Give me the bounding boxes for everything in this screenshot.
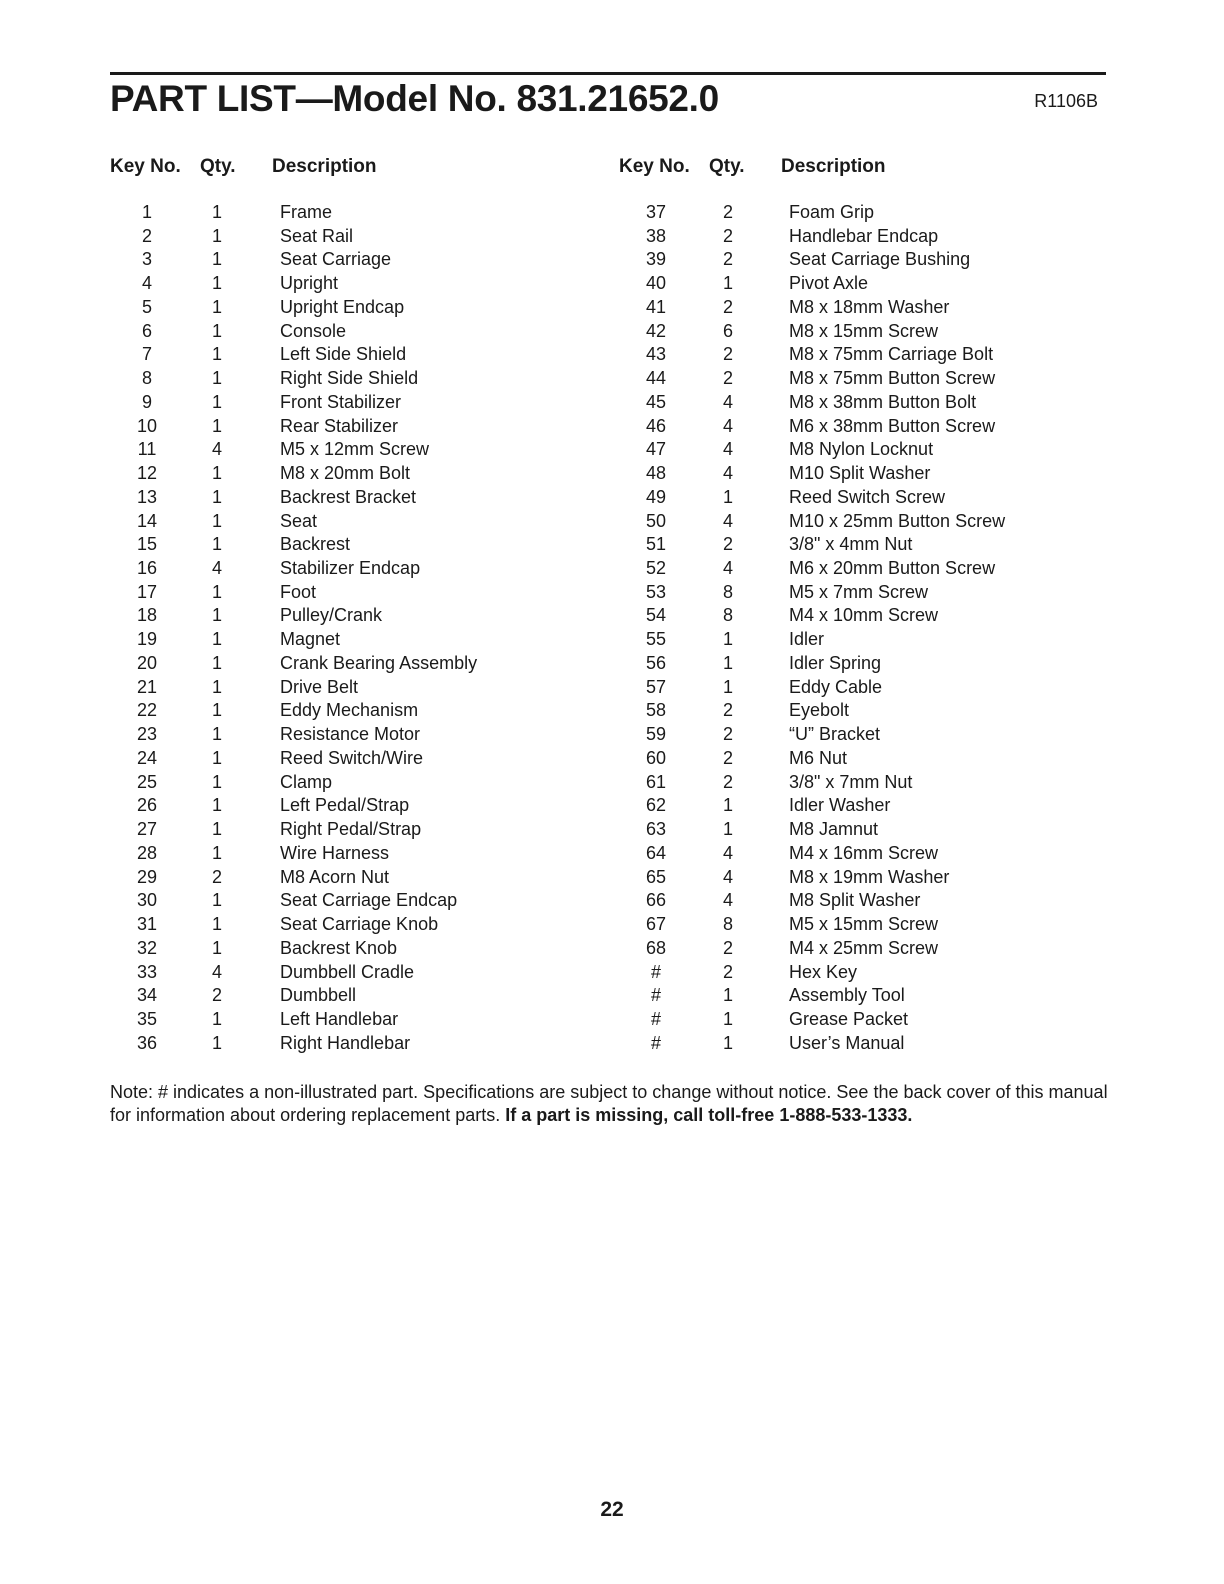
part-key-no: 34 — [136, 985, 158, 1006]
part-qty: 1 — [211, 914, 222, 935]
part-qty: 2 — [722, 249, 733, 270]
part-key-no: # — [650, 1008, 661, 1029]
part-description: M6 Nut — [789, 747, 848, 768]
part-description: Resistance Motor — [280, 724, 421, 745]
part-qty: 4 — [722, 510, 733, 531]
part-qty: 1 — [211, 890, 222, 911]
part-key-no: 38 — [645, 225, 667, 246]
part-key-no: 44 — [645, 368, 667, 389]
part-key-no: 43 — [645, 344, 667, 365]
part-description: Crank Bearing Assembly — [280, 652, 478, 673]
part-description: M6 x 38mm Button Screw — [789, 415, 996, 436]
part-qty: 1 — [722, 1032, 733, 1053]
part-qty: 4 — [722, 842, 733, 863]
part-qty: 2 — [722, 771, 733, 792]
qty-header: Qty. — [200, 156, 236, 177]
part-key-no: 56 — [645, 652, 667, 673]
part-qty: 1 — [211, 937, 222, 958]
part-description: M8 x 38mm Button Bolt — [789, 391, 977, 412]
part-qty: 8 — [722, 605, 733, 626]
page-title: PART LIST—Model No. 831.21652.0 — [110, 78, 719, 119]
part-qty: 1 — [211, 391, 222, 412]
part-key-no: 42 — [645, 320, 667, 341]
part-key-no: 12 — [136, 463, 158, 484]
part-key-no: 8 — [141, 368, 152, 389]
part-description: Hex Key — [789, 961, 858, 982]
part-description: Dumbbell Cradle — [280, 961, 415, 982]
part-description: M8 Nylon Locknut — [789, 439, 934, 460]
part-qty: 1 — [722, 795, 733, 816]
part-description: M8 Jamnut — [789, 819, 879, 840]
part-description: M5 x 7mm Screw — [789, 581, 929, 602]
part-key-no: 60 — [645, 747, 667, 768]
part-key-no: 16 — [136, 558, 158, 579]
part-key-no: 6 — [141, 320, 152, 341]
part-key-no: 46 — [645, 415, 667, 436]
part-qty: 1 — [211, 510, 222, 531]
part-qty: 4 — [722, 391, 733, 412]
part-key-no: 59 — [645, 724, 667, 745]
part-key-no: 7 — [141, 344, 152, 365]
part-qty: 2 — [722, 724, 733, 745]
part-qty: 2 — [722, 961, 733, 982]
part-qty: 4 — [722, 890, 733, 911]
part-qty: 1 — [211, 415, 222, 436]
part-description: Pivot Axle — [789, 273, 869, 294]
part-key-no: 15 — [136, 534, 158, 555]
part-qty: 1 — [211, 273, 222, 294]
part-description: Eyebolt — [789, 700, 850, 721]
part-qty: 1 — [211, 842, 222, 863]
footnote-text: Note: # indicates a non-illustrated part. Specifications are subject to change without notice. See the back cover of this manual for information about ordering replacement parts. — [110, 1082, 1108, 1125]
part-description: Backrest Bracket — [280, 486, 417, 507]
part-description: Right Pedal/Strap — [280, 819, 422, 840]
part-qty: 1 — [211, 202, 222, 222]
part-key-no: 40 — [645, 273, 667, 294]
part-description: Upright — [280, 273, 339, 294]
part-qty: 2 — [722, 534, 733, 555]
part-description: Seat — [280, 510, 318, 531]
part-key-no: 14 — [136, 510, 158, 531]
part-qty: 1 — [211, 629, 222, 650]
part-key-no: 45 — [645, 391, 667, 412]
part-key-no: 17 — [136, 581, 158, 602]
part-key-no: 64 — [645, 842, 667, 863]
part-description: “U” Bracket — [789, 724, 881, 745]
part-key-no: 20 — [136, 652, 158, 673]
part-key-no: 62 — [645, 795, 667, 816]
part-key-no: 13 — [136, 486, 158, 507]
part-description: M4 x 10mm Screw — [789, 605, 939, 626]
part-description: M10 Split Washer — [789, 463, 931, 484]
part-qty: 1 — [211, 652, 222, 673]
part-description: Reed Switch Screw — [789, 486, 946, 507]
part-qty: 1 — [211, 296, 222, 317]
part-key-no: 63 — [645, 819, 667, 840]
part-key-no: 11 — [137, 439, 157, 460]
part-qty: 4 — [722, 463, 733, 484]
part-key-no: 5 — [141, 296, 152, 317]
part-key-no: 57 — [645, 676, 667, 697]
part-description: M8 Acorn Nut — [280, 866, 390, 887]
part-key-no: 29 — [136, 866, 158, 887]
part-description: M8 x 20mm Bolt — [280, 463, 411, 484]
part-key-no: 54 — [645, 605, 667, 626]
part-key-no: 1 — [141, 202, 152, 222]
part-description: Grease Packet — [789, 1008, 909, 1029]
part-qty: 2 — [722, 225, 733, 246]
page-number: 22 — [600, 1498, 624, 1521]
part-qty: 1 — [722, 486, 733, 507]
part-qty: 4 — [722, 866, 733, 887]
part-qty: 8 — [722, 581, 733, 602]
part-key-no: 39 — [645, 249, 667, 270]
part-description: Idler Spring — [789, 652, 882, 673]
part-key-no: 31 — [136, 914, 158, 935]
footnote — [110, 1081, 1110, 1127]
part-key-no: 58 — [645, 700, 667, 721]
part-key-no: 23 — [136, 724, 158, 745]
key-no-header: Key No. — [619, 156, 690, 177]
part-key-no: 51 — [645, 534, 667, 555]
part-key-no: 4 — [141, 273, 152, 294]
part-qty: 2 — [722, 344, 733, 365]
part-qty: 1 — [211, 486, 222, 507]
part-description: M5 x 15mm Screw — [789, 914, 939, 935]
part-key-no: 27 — [136, 819, 158, 840]
part-key-no: 53 — [645, 581, 667, 602]
part-qty: 1 — [211, 225, 222, 246]
part-description: Eddy Cable — [789, 676, 883, 697]
part-description: Pulley/Crank — [280, 605, 383, 626]
part-key-no: 49 — [645, 486, 667, 507]
part-key-no: 61 — [645, 771, 667, 792]
part-description: Rear Stabilizer — [280, 415, 399, 436]
part-key-no: 3 — [141, 249, 152, 270]
part-description: Seat Carriage Bushing — [789, 249, 971, 270]
toll-free-notice: If a part is missing, call toll-free 1-888-533-1333. — [505, 1105, 913, 1125]
part-key-no: 28 — [136, 842, 158, 863]
part-description: M4 x 25mm Screw — [789, 937, 939, 958]
part-description: Handlebar Endcap — [789, 225, 939, 246]
part-description: Backrest — [280, 534, 351, 555]
part-description: 3/8" x 7mm Nut — [789, 771, 913, 792]
part-key-no: # — [650, 985, 661, 1006]
part-key-no: 22 — [136, 700, 158, 721]
part-key-no: # — [650, 1032, 661, 1053]
qty-header: Qty. — [709, 156, 745, 177]
part-key-no: 35 — [136, 1008, 158, 1029]
part-qty: 2 — [722, 202, 733, 222]
part-key-no: 10 — [136, 415, 158, 436]
part-description: M4 x 16mm Screw — [789, 842, 939, 863]
part-key-no: 68 — [645, 937, 667, 958]
part-qty: 1 — [211, 463, 222, 484]
part-key-no: 18 — [136, 605, 158, 626]
part-qty: 4 — [722, 415, 733, 436]
part-qty: 1 — [211, 344, 222, 365]
revision-code: R1106B — [1034, 91, 1098, 111]
part-description: Assembly Tool — [789, 985, 905, 1006]
part-description: Front Stabilizer — [280, 391, 402, 412]
part-qty: 1 — [211, 605, 222, 626]
part-qty: 1 — [211, 581, 222, 602]
description-header: Description — [272, 156, 377, 177]
part-description: Left Pedal/Strap — [280, 795, 410, 816]
part-key-no: 52 — [645, 558, 667, 579]
part-qty: 1 — [211, 795, 222, 816]
part-description: M8 x 19mm Washer — [789, 866, 950, 887]
part-qty: 2 — [211, 866, 222, 887]
part-key-no: 50 — [645, 510, 667, 531]
title-rule — [110, 72, 1106, 75]
part-description: Frame — [280, 202, 333, 222]
part-key-no: 26 — [136, 795, 158, 816]
part-key-no: 24 — [136, 747, 158, 768]
part-qty: 2 — [722, 700, 733, 721]
part-description: Left Side Shield — [280, 344, 407, 365]
part-description: Drive Belt — [280, 676, 359, 697]
part-description: M5 x 12mm Screw — [280, 439, 430, 460]
part-description: Stabilizer Endcap — [280, 558, 421, 579]
part-description: M8 x 75mm Carriage Bolt — [789, 344, 994, 365]
part-description: Reed Switch/Wire — [280, 747, 424, 768]
part-qty: 1 — [722, 819, 733, 840]
part-description: Foot — [280, 581, 317, 602]
part-key-no: 37 — [645, 202, 667, 222]
part-description: Seat Carriage Knob — [280, 914, 439, 935]
part-description: Right Handlebar — [280, 1032, 411, 1053]
part-qty: 4 — [211, 558, 222, 579]
part-description: 3/8" x 4mm Nut — [789, 534, 913, 555]
part-qty: 4 — [211, 439, 222, 460]
part-qty: 2 — [722, 368, 733, 389]
part-qty: 1 — [722, 985, 733, 1006]
part-description: Console — [280, 320, 347, 341]
description-header: Description — [781, 156, 886, 177]
part-qty: 1 — [722, 652, 733, 673]
part-description: Clamp — [280, 771, 333, 792]
part-description: M8 x 75mm Button Screw — [789, 368, 996, 389]
part-key-no: 67 — [645, 914, 667, 935]
part-description: Left Handlebar — [280, 1008, 399, 1029]
part-qty: 1 — [722, 1008, 733, 1029]
part-description: Eddy Mechanism — [280, 700, 419, 721]
part-qty: 1 — [722, 273, 733, 294]
part-key-no: 65 — [645, 866, 667, 887]
part-qty: 2 — [722, 296, 733, 317]
part-description: Wire Harness — [280, 842, 390, 863]
part-description: Magnet — [280, 629, 341, 650]
part-qty: 1 — [211, 534, 222, 555]
part-qty: 1 — [722, 629, 733, 650]
part-qty: 2 — [722, 937, 733, 958]
part-key-no: 2 — [141, 225, 152, 246]
part-key-no: 19 — [136, 629, 158, 650]
part-qty: 4 — [211, 961, 222, 982]
part-qty: 2 — [722, 747, 733, 768]
part-qty: 1 — [722, 676, 733, 697]
part-description: M8 Split Washer — [789, 890, 921, 911]
part-description: Upright Endcap — [280, 296, 405, 317]
part-key-no: 47 — [645, 439, 667, 460]
part-key-no: 32 — [136, 937, 158, 958]
part-qty: 1 — [211, 771, 222, 792]
part-qty: 1 — [211, 1008, 222, 1029]
part-qty: 1 — [211, 1032, 222, 1053]
part-qty: 8 — [722, 914, 733, 935]
part-key-no: # — [650, 961, 661, 982]
part-description: M10 x 25mm Button Screw — [789, 510, 1006, 531]
part-key-no: 33 — [136, 961, 158, 982]
part-description: Seat Carriage Endcap — [280, 890, 458, 911]
part-description: Foam Grip — [789, 202, 875, 222]
part-key-no: 21 — [136, 676, 158, 697]
part-key-no: 66 — [645, 890, 667, 911]
part-qty: 4 — [722, 439, 733, 460]
part-key-no: 36 — [136, 1032, 158, 1053]
part-key-no: 48 — [645, 463, 667, 484]
part-qty: 1 — [211, 700, 222, 721]
part-description: Seat Rail — [280, 225, 354, 246]
part-description: Seat Carriage — [280, 249, 392, 270]
part-description: M6 x 20mm Button Screw — [789, 558, 996, 579]
part-qty: 6 — [722, 320, 733, 341]
part-description: Dumbbell — [280, 985, 357, 1006]
part-key-no: 30 — [136, 890, 158, 911]
part-description: Idler — [789, 629, 825, 650]
part-qty: 1 — [211, 249, 222, 270]
part-key-no: 55 — [645, 629, 667, 650]
part-qty: 1 — [211, 368, 222, 389]
part-description: Right Side Shield — [280, 368, 419, 389]
part-qty: 1 — [211, 724, 222, 745]
part-qty: 1 — [211, 819, 222, 840]
part-qty: 2 — [211, 985, 222, 1006]
part-qty: 1 — [211, 747, 222, 768]
part-description: M8 x 15mm Screw — [789, 320, 939, 341]
part-qty: 1 — [211, 676, 222, 697]
key-no-header: Key No. — [110, 156, 181, 177]
part-qty: 1 — [211, 320, 222, 341]
part-qty: 4 — [722, 558, 733, 579]
part-description: User’s Manual — [789, 1032, 905, 1053]
part-description: Idler Washer — [789, 795, 891, 816]
part-description: M8 x 18mm Washer — [789, 296, 950, 317]
part-key-no: 25 — [136, 771, 158, 792]
part-description: Backrest Knob — [280, 937, 398, 958]
part-key-no: 9 — [141, 391, 152, 412]
part-key-no: 41 — [645, 296, 667, 317]
